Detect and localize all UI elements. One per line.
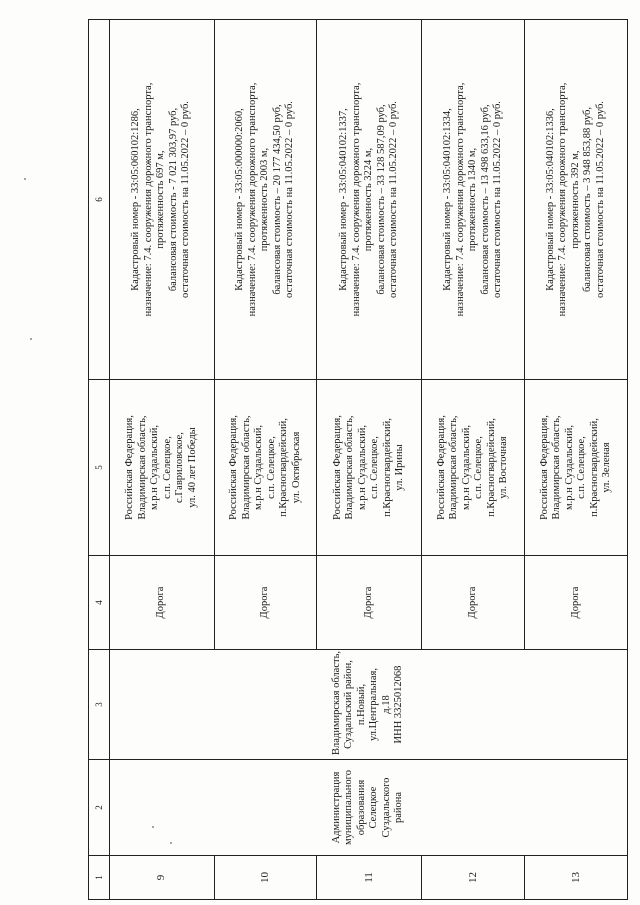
table-row (109, 20, 214, 900)
length: протяженность 1340 м, (467, 147, 479, 252)
owner-address-line: Владимирская область, (330, 651, 342, 755)
address-line: Российская Федерация, (228, 415, 240, 520)
scan-speck (30, 338, 32, 340)
address-line: с.Гавриловское, (174, 432, 186, 503)
book-value: балансовая стоимость – 20 177 434,50 руб, (271, 104, 283, 295)
cadastral-number: Кадастровый номер - 33:05:060102:1286, (130, 108, 142, 291)
address-line: п.Красногвардейский, (381, 418, 393, 517)
column-header-2: 2 (89, 760, 110, 856)
purpose: назначение: 7.4. сооружения дорожного транспорта, (350, 82, 362, 317)
owner-name-line: образования (355, 779, 367, 836)
cadastral-number: Кадастровый номер - 33:05:040102:1336, (544, 108, 556, 291)
object-address-cell (109, 380, 214, 556)
address-line: ул. Зеленая (601, 442, 613, 493)
book-value: балансовая стоимость – 3 948 853,88 руб, (582, 106, 594, 293)
address-line: Владимирская область, (551, 415, 563, 520)
owner-address-line: ул.Центральная, (368, 668, 380, 741)
owner-name-line: Администрация (330, 771, 342, 844)
address-line: м.р.н Суздальский, (149, 424, 161, 511)
book-value: балансовая стоимость – 13 498 633,16 руб, (479, 104, 491, 295)
address-line: Российская Федерация, (331, 415, 343, 520)
purpose: назначение: 7.4. сооружения дорожного транспорта, (557, 82, 569, 317)
address-line: Владимирская область, (344, 415, 356, 520)
owner-address-line: Суздальский район, (343, 660, 355, 749)
address-line: м.р.н Суздальский, (253, 424, 265, 511)
address-line: ул. 40 лет Победы (186, 427, 198, 508)
residual-value: остаточная стоимость на 11.05.2022 – 0 руб. (180, 101, 192, 298)
object-details-cell (109, 20, 214, 380)
address-line: м.р.н Суздальский, (563, 424, 575, 511)
address-line: с.п. Селецкое, (265, 436, 277, 499)
row-number: 12 (422, 856, 525, 900)
address-line: п.Красногвардейский, (485, 418, 497, 517)
cadastral-number: Кадастровый номер - 33:05:000000:2060, (234, 108, 246, 291)
object-address-cell (525, 380, 628, 556)
owner-address-line: д.18 (380, 695, 392, 714)
owner-inn: ИНН 3325012068 (393, 665, 405, 744)
column-header-3: 3 (89, 650, 110, 760)
address-line: с.п. Селецкое, (576, 436, 588, 499)
book-value: балансовая стоимость – 33 128 587,09 руб, (375, 104, 387, 295)
address-line: Владимирская область, (136, 415, 148, 520)
address-line: п.Красногвардейский, (278, 418, 290, 517)
length: протяженность 697 м, (155, 150, 167, 249)
owner-address-line: п.Новый, (355, 683, 367, 726)
object-address-cell (317, 380, 422, 556)
length: протяженность 2003 м, (259, 147, 271, 252)
scan-speck (24, 178, 26, 180)
address-line: Владимирская область, (240, 415, 252, 520)
owner-name-line: муниципального (343, 770, 355, 845)
column-header-5: 5 (89, 380, 110, 556)
address-line: ул. Октябрьская (290, 431, 302, 504)
column-header-4: 4 (89, 556, 110, 650)
length: протяженность 392 м, (569, 150, 581, 249)
purpose: назначение: 7.4. сооружения дорожного транспорта, (246, 82, 258, 317)
owner-name-cell (109, 760, 627, 856)
row-number: 13 (525, 856, 628, 900)
residual-value: остаточная стоимость на 11.05.2022 – 0 руб. (284, 101, 296, 298)
row-number: 10 (214, 856, 317, 900)
object-details-cell (422, 20, 525, 380)
residual-value: остаточная стоимость на 11.05.2022 – 0 руб. (594, 101, 606, 298)
residual-value: остаточная стоимость на 11.05.2022 – 0 руб. (492, 101, 504, 298)
object-type: Дорога (317, 556, 422, 650)
object-type: Дорога (109, 556, 214, 650)
address-line: Российская Федерация, (435, 415, 447, 520)
address-line: м.р.н Суздальский, (460, 424, 472, 511)
object-type: Дорога (525, 556, 628, 650)
column-number-header-row (89, 20, 110, 900)
address-line: Владимирская область, (448, 415, 460, 520)
purpose: назначение: 7.4. сооружения дорожного транспорта, (454, 82, 466, 317)
object-address-cell (214, 380, 317, 556)
row-number: 9 (109, 856, 214, 900)
object-details-cell (525, 20, 628, 380)
object-details-cell (214, 20, 317, 380)
object-type: Дорога (214, 556, 317, 650)
address-line: ул. Восточная (498, 436, 510, 499)
object-type: Дорога (422, 556, 525, 650)
cadastral-number: Кадастровый номер - 33:05:040102:1337, (338, 108, 350, 291)
address-line: с.п. Селецкое, (473, 436, 485, 499)
owner-name-line: Селецкое (368, 786, 380, 829)
book-value: балансовая стоимость - 7 021 303,97 руб, (167, 107, 179, 292)
address-line: м.р.н Суздальский, (356, 424, 368, 511)
cadastral-number: Кадастровый номер - 33:05:040102:1334, (442, 108, 454, 291)
address-line: п.Красногвардейский, (588, 418, 600, 517)
address-line: с.п. Селецкое, (161, 436, 173, 499)
rotated-property-table (88, 20, 628, 900)
owner-name-line: Суздальского (380, 777, 392, 838)
purpose: назначение: 7.4. сооружения дорожного транспорта, (142, 82, 154, 317)
property-table (88, 19, 628, 900)
address-line: с.п. Селецкое, (369, 436, 381, 499)
object-details-cell (317, 20, 422, 380)
residual-value: остаточная стоимость на 11.05.2022 – 0 руб. (388, 101, 400, 298)
owner-name-line: района (393, 791, 405, 824)
column-header-6: 6 (89, 20, 110, 380)
address-line: Российская Федерация, (538, 415, 550, 520)
address-line: Российская Федерация, (124, 415, 136, 520)
address-line: ул. Ирины (394, 444, 406, 491)
row-number: 11 (317, 856, 422, 900)
column-header-1: 1 (89, 856, 110, 900)
length: протяженность 3224 м, (363, 147, 375, 252)
object-address-cell (422, 380, 525, 556)
owner-address-cell (109, 650, 627, 760)
